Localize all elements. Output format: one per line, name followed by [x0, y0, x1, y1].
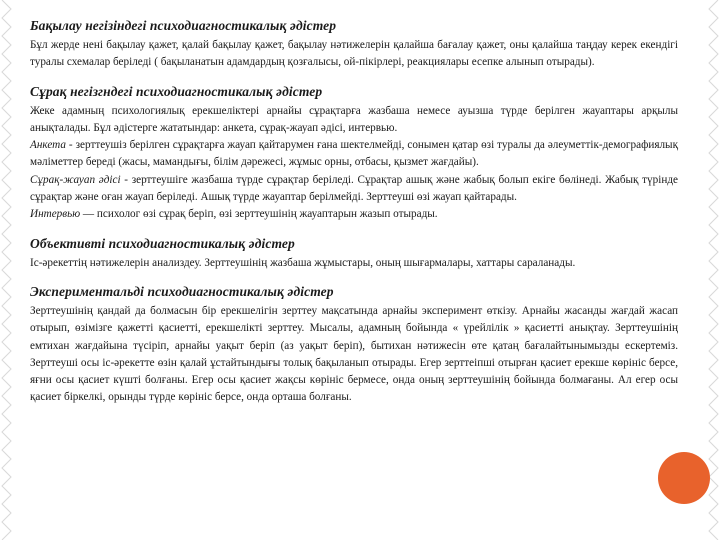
slide-content [30, 18, 678, 417]
section-paragraph: Іс-әрекеттің нәтижелерін анализдеу. Зерттеушінің жазбаша жұмыстары, оның шығармалары, хаттары сараланады. [30, 256, 576, 269]
method-term: Сұрақ-жауап әдісі [30, 173, 121, 186]
method-description: — психолог өзі сұрақ беріп, өзі зерттеушінің жауаптарын жазып отырады. [80, 208, 438, 221]
section-title: Бақылау негізіндегі психодиагностикалық әдістер [30, 18, 337, 33]
method-item-question-answer [30, 172, 678, 207]
section-intro: Жеке адамның психологиялық ерекшеліктері арнайы сұрақтарға жазбаша немесе ауызша түрде берілген жауаптары арқылы анықталады. Бұл әдістерге жататындар: анкета, сұрақ-жауап әдісі, интервью. [30, 104, 678, 134]
method-term: Интервью [30, 208, 81, 221]
section-title: Экспериментальді психодиагностикалық әдістер [30, 283, 334, 299]
method-term: Анкета [30, 139, 66, 152]
section-title: Объективті психодиагностикалық әдістер [30, 235, 295, 251]
right-zigzag-border [706, 0, 720, 540]
section-title: Сұрақ негізгндегі психодиагностикалық әдістер [30, 83, 323, 99]
method-item-interview [30, 206, 678, 223]
left-zigzag-border [0, 0, 14, 540]
section-paragraph: Бұл жерде нені бақылау қажет, қалай бақылау қажет, бақылау нәтижелерін қалайша бағалау қажет, оны қалайша таңдау керек екендігі туралы схемалар беріледі ( бақыланатын адамдардың қозғалысы, ой-пікірлері, реакциялары есепке алынып отырады). [30, 39, 678, 69]
method-description: - зерттеушіге жазбаша түрде сұрақтар беріледі. Сұрақтар ашық және жабық болып екіге бөлінеді. Жабық түрінде сұрақтар және оған жауап беріледі. Ашық түрде жауаптар берілмейді. Зерттеуші өзі жауап қайтарады. [30, 173, 679, 204]
section-objective [30, 236, 678, 272]
section-paragraph: Зерттеушінің қандай да болмасын бір ерекшелігін зерттеу мақсатында арнайы эксперимент өткізу. Арнайы жасанды жағдай жасап отырып, өзімізге қажетті қасиетті, ерекшелікті зерттеу. Мысалы, адамның бойында « үрейлілік » қасиетті анықтау. Зерттеушінің емтихан жағдайына түсіріп, арнайы уақыт беріп (аз уақыт беріп), бытихан нәтижесін өте қатаң бағалайтынымызды ескертеміз. Зерттеуші осы іс-әрекетте өзін қалай ұстайтындығы толық бақыланып отырады. Егер зерттеіпші отырған қасиет ерекше көрініс берсе, яғни осы қасиет күшті болғаны. Егер осы қасиет жақсы көрініс бермесе, онда оның зерттеушінің бойында болмағаны. Ал егер осы қасиет біркелкі, орынды түрде көрініс берсе, онда орташа болғаны. [30, 304, 678, 404]
section-experimental [30, 284, 678, 407]
orange-accent-circle [658, 452, 710, 504]
section-observation [30, 18, 678, 72]
section-questioning [30, 84, 678, 224]
method-item-questionnaire [30, 137, 678, 172]
method-description: - зерттеушіз берілген сұрақтарға жауап қайтарумен ғана шектелмейді, сонымен қатар өзі туралы да әлеуметтік-демографиялық мәліметтер береді (жасы, мамандығы, білім дәрежесі, жұмыс орны, отбасы, қызмет жағдайы). [30, 139, 678, 169]
